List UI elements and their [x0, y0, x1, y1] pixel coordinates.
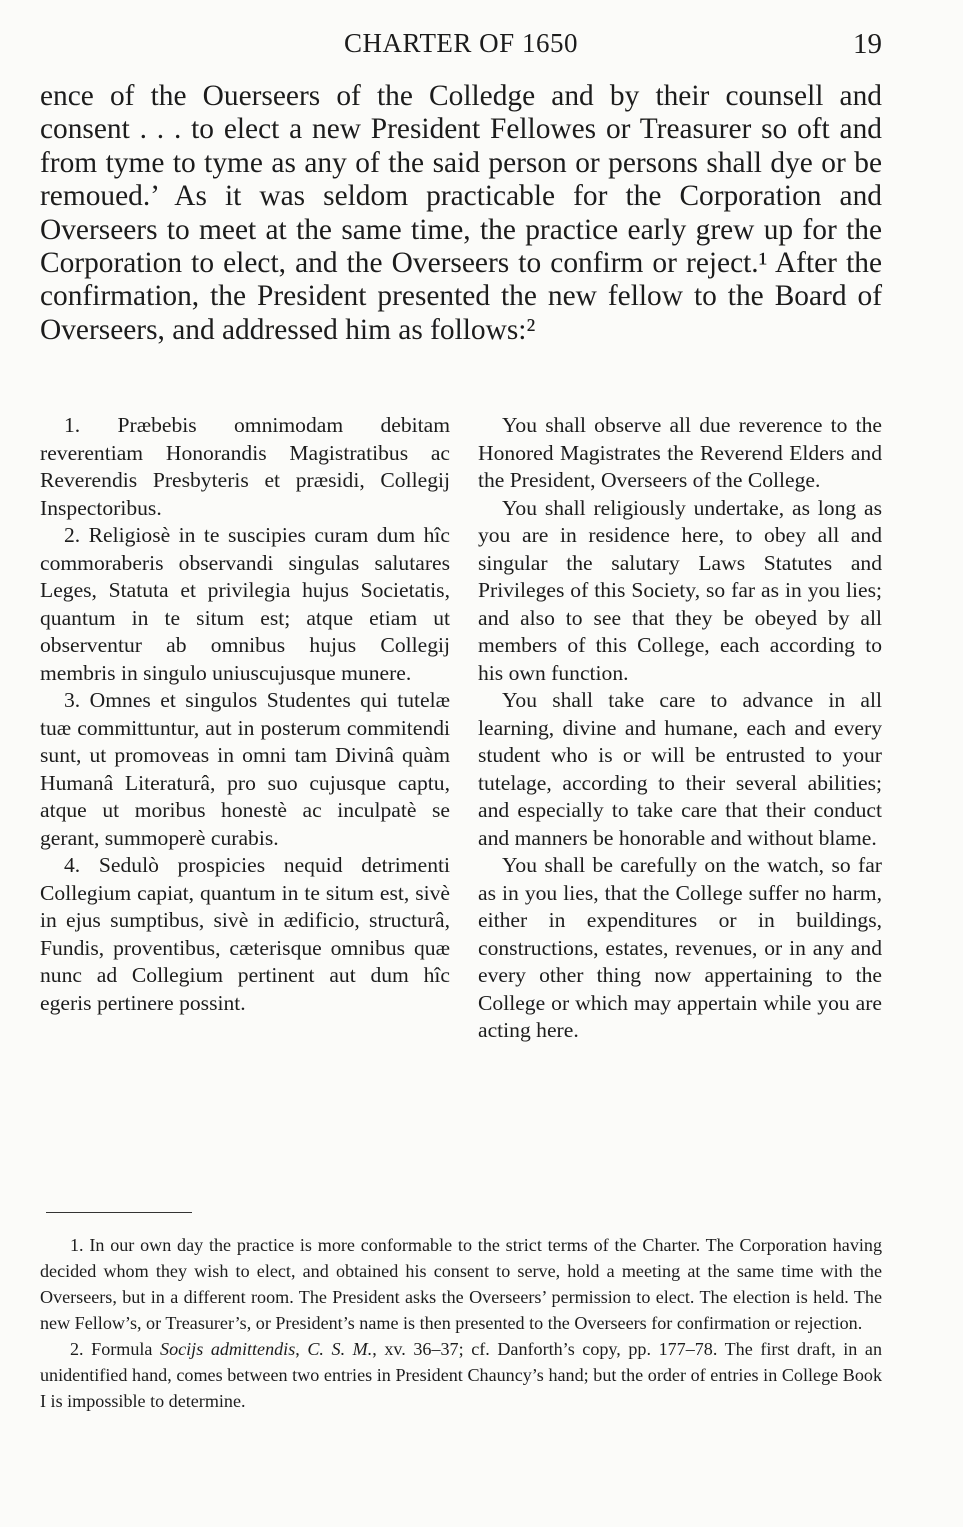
oath-columns [40, 412, 882, 1212]
footnote-2 [40, 1336, 882, 1414]
footnote-2-source: C. S. M. [307, 1339, 373, 1359]
english-clause-1: You shall observe all due reverence to the Honored Magistrates the Reverend Elders and the President, Overseers of the College. [478, 413, 882, 492]
english-clause-3: You shall take care to advance in all learning, divine and humane, each and every student who is or will be entrusted to your tutelage, according to their several abilities; and especially to take care that their conduct and manners be honorable and without blame. [478, 688, 882, 850]
intro-paragraph: ence of the Ouerseers of the Colledge and by their counsell and consent . . . to elect a new President Fellowes or Treasurer so oft and from tyme to tyme as any of the said person or persons shall dye or be remoued.’ As it was seldom practicable for the Corporation and Overseers to meet at the same time, the practice early grew up for the Corporation to elect, and the Overseers to confirm or reject.¹ After the confirmation, the President presented the new fellow to the Board of Overseers, and addressed him as follows:² [40, 80, 882, 346]
latin-clause-3: 3. Omnes et singulos Studentes qui tutelæ tuæ committuntur, aut in posterum commitendi sunt, ut promoveas in omni tam Divinâ quàm Humanâ Literaturâ, pro suo cujusque captu, atque ut moribus honestè ac inculpatè se gerant, summoperè curabis. [40, 688, 450, 850]
footnotes [40, 1232, 882, 1414]
footnote-1: 1. In our own day the practice is more conformable to the strict terms of the Charter. The Corporation having decided whom they wish to elect, and obtained his consent to serve, hold a meeting at the same time with the Overseers, but in a different room. The President asks the Overseers’ permission to elect. The election is held. The new Fellow’s, or Treasurer’s, or President’s name is then presented to the Overseers for confirmation or rejection. [40, 1235, 882, 1333]
latin-clause-2: 2. Religiosè in te suscipies curam dum hîc commoraberis observandi singulas salutares Leges, Statuta et privilegia hujus Societatis, quantum in te situm est; atque etiam ut observentur ab omnibus hujus Collegij membris in singulo uniuscujusque munere. [40, 523, 450, 685]
english-clause-2: You shall religiously undertake, as long as you are in residence here, to obey all and singular the salutary Laws Statutes and Privileges of this Society, so far as in you lies; and also to see that they be obeyed by all members of this College, each according to his own function. [478, 495, 882, 685]
english-column [478, 412, 882, 1045]
footnote-2-rest: , xv. 36–37; cf. Danforth’s copy, pp. 177–78. The first draft, in an unidentified hand, comes between two entries in President Chauncy’s hand; but the order of entries in College Book I is impossible to determine. [40, 1339, 882, 1411]
latin-column [40, 412, 450, 1017]
footnote-2-sep: , [295, 1339, 308, 1359]
english-clause-4: You shall be carefully on the watch, so far as in you lies, that the College suffer no harm, either in expenditures or in buildings, constructions, estates, revenues, or in any and every other thing now appertaining to the College or which may appertain while you are acting here. [478, 853, 882, 1042]
page-header [40, 28, 882, 68]
footnote-2-title: Socijs admittendis [160, 1339, 296, 1359]
footnote-2-prefix: 2. Formula [70, 1339, 161, 1359]
latin-clause-4: 4. Sedulò prospicies nequid detrimenti Collegium capiat, quantum in te situm est, sivè in ejus sumptibus, sivè in ædificio, structurâ, Fundis, proventibus, cæterisque omnibus quæ nunc ad Collegium pertinent aut dum hîc egeris pertinere possint. [40, 853, 450, 1015]
latin-clause-1: 1. Præbebis omnimodam debitam reverentiam Honorandis Magistratibus ac Reverendis Presbyteris et præsidi, Collegij Inspectoribus. [40, 413, 450, 520]
footnote-divider [46, 1212, 192, 1213]
running-title: CHARTER OF 1650 [344, 28, 578, 58]
page-number: 19 [853, 28, 882, 60]
